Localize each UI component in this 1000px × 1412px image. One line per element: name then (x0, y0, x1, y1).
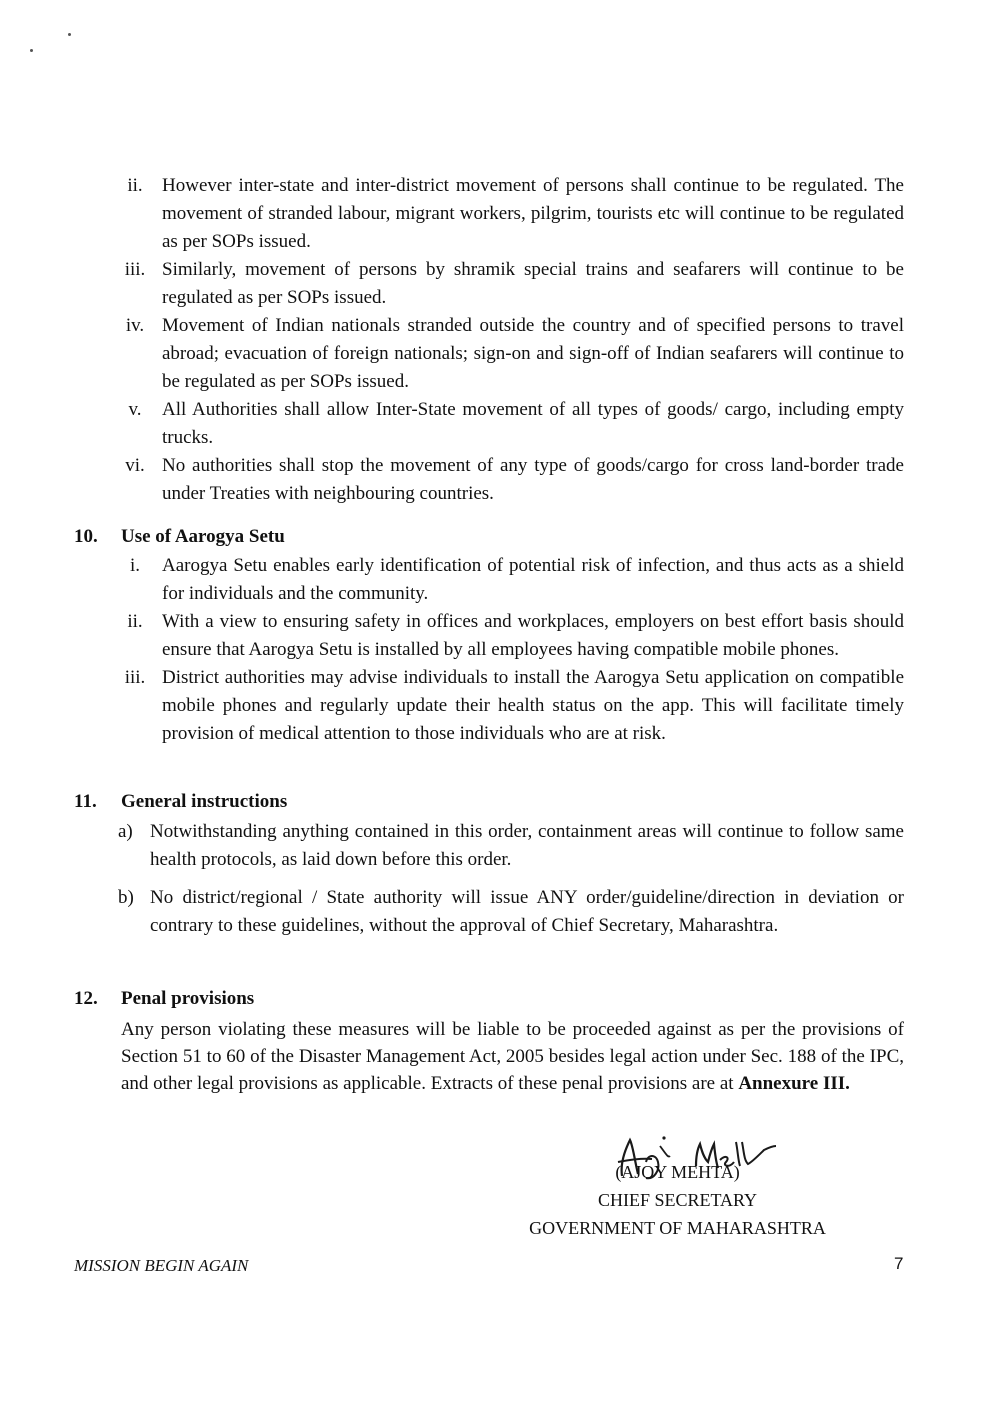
general-instructions-list (118, 818, 904, 950)
section-title: Use of Aarogya Setu (121, 526, 285, 547)
list-item (108, 664, 904, 748)
signature-block (505, 1158, 850, 1242)
section-heading (74, 788, 287, 816)
item-text: Movement of Indian nationals stranded outside the country and of specified persons to travel abroad; evacuation of foreign nationals; sign-on and sign-off of Indian seafarers will continue to be regulated as per SOPs issued. (162, 315, 904, 392)
page-number: 7 (894, 1254, 904, 1273)
section-number: 10. (74, 526, 98, 547)
list-item (108, 312, 904, 396)
item-number: iii. (124, 259, 146, 280)
item-text: No authorities shall stop the movement of any type of goods/cargo for cross land-border trade under Treaties with neighbouring countries. (162, 455, 904, 504)
item-number: ii. (127, 611, 143, 632)
item-text: District authorities may advise individuals to install the Aarogya Setu application on compatible mobile phones and regularly update their health status on the app. This will facilitate timely provision of medical attention to those individuals who are at risk. (162, 667, 904, 744)
item-text: Notwithstanding anything contained in this order, containment areas will continue to follow same health protocols, as laid down before this order. (150, 821, 904, 870)
signatory-designation: CHIEF SECRETARY (597, 1190, 758, 1210)
list-item (108, 256, 904, 312)
section-number: 11. (74, 791, 97, 812)
annexure-reference: Annexure III. (738, 1073, 850, 1094)
item-text: With a view to ensuring safety in offices and workplaces, employers on best effort basis should ensure that Aarogya Setu is installed by all employees having compatible mobile phones. (162, 611, 904, 660)
footer-title: MISSION BEGIN AGAIN (74, 1256, 249, 1275)
item-number: i. (129, 555, 141, 576)
item-number: a) (118, 821, 133, 842)
item-number: ii. (127, 175, 143, 196)
section-heading (74, 523, 285, 551)
item-number: vi. (125, 455, 145, 476)
item-text: All Authorities shall allow Inter-State movement of all types of goods/ cargo, including empty trucks. (162, 399, 904, 448)
section-heading (74, 985, 254, 1013)
movement-list (108, 172, 904, 508)
item-number: v. (128, 399, 142, 420)
section-number: 12. (74, 988, 98, 1009)
list-item (108, 396, 904, 452)
item-text: Similarly, movement of persons by shramik special trains and seafarers will continue to be regulated as per SOPs issued. (162, 259, 904, 308)
item-number: iv. (125, 315, 145, 336)
item-number: iii. (124, 667, 146, 688)
signatory-office: GOVERNMENT OF MAHARASHTRA (529, 1218, 826, 1238)
penal-provisions-paragraph (121, 1016, 904, 1097)
list-item (108, 608, 904, 664)
item-number: b) (118, 887, 134, 908)
list-item (118, 884, 904, 940)
item-text: Aarogya Setu enables early identification of potential risk of infection, and thus acts as a shield for individuals and the community. (162, 555, 904, 604)
aarogya-setu-list (108, 552, 904, 748)
list-item (118, 818, 904, 874)
scan-speck (68, 33, 71, 36)
list-item (108, 452, 904, 508)
scan-speck (30, 49, 33, 52)
list-item (108, 552, 904, 608)
signatory-name: (AJOY MEHTA) (615, 1162, 740, 1182)
section-title: General instructions (121, 791, 288, 812)
item-text: No district/regional / State authority will issue ANY order/guideline/direction in deviation or contrary to these guidelines, without the approval of Chief Secretary, Maharashtra. (150, 887, 904, 936)
item-text: However inter-state and inter-district movement of persons shall continue to be regulated. The movement of stranded labour, migrant workers, pilgrim, tourists etc will continue to be regulated as per SOPs issued. (162, 175, 904, 252)
list-item (108, 172, 904, 256)
section-title: Penal provisions (121, 988, 255, 1009)
paragraph-text: Any person violating these measures will be liable to be proceeded against as per the provisions of Section 51 to 60 of the Disaster Management Act, 2005 besides legal action under Sec. 188 of the IPC, and other legal provisions as applicable. Extracts of these penal provisions are at (121, 1019, 904, 1094)
